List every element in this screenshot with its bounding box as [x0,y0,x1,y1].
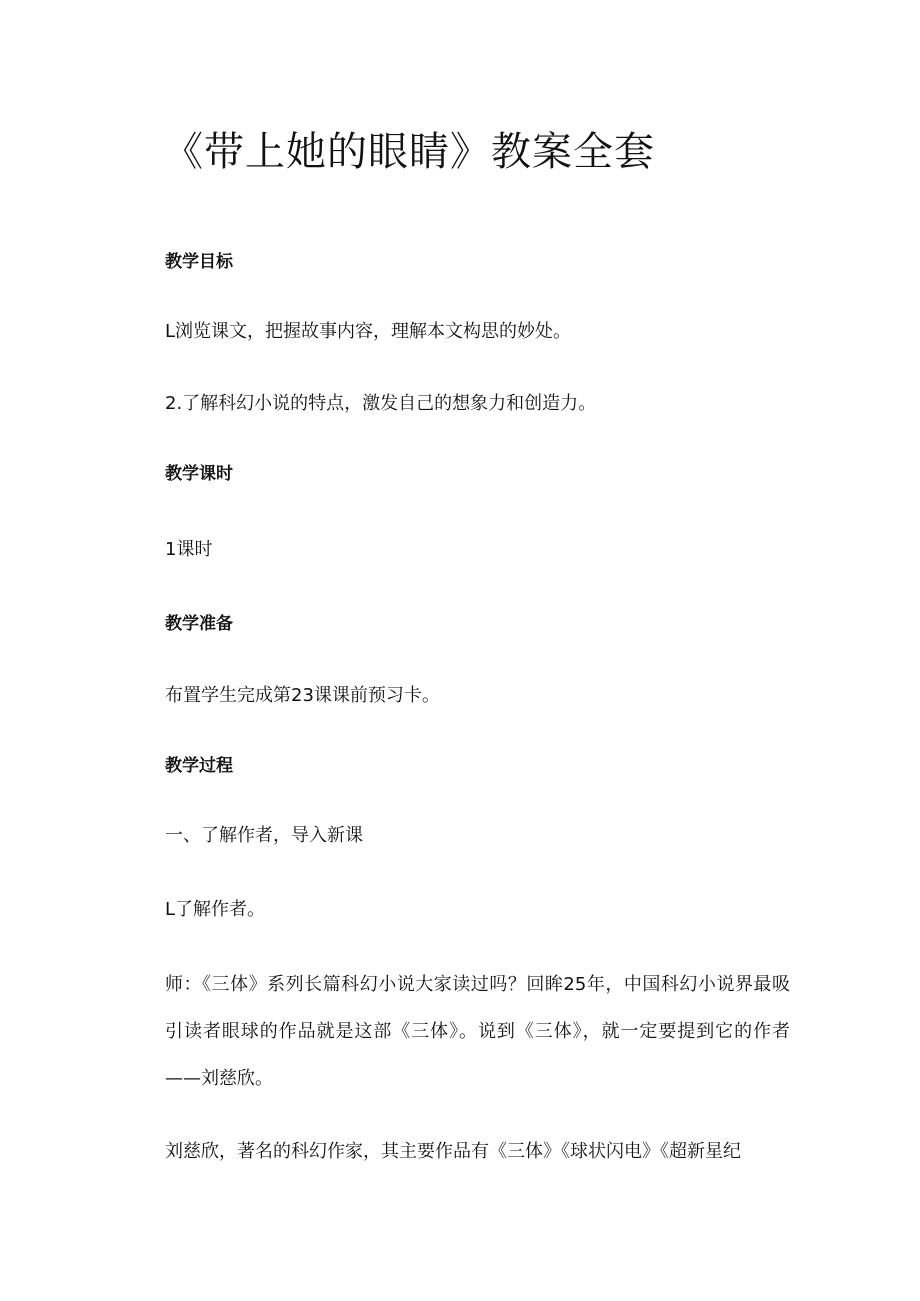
process-step-1-sub: L了解作者。 [165,899,266,920]
process-step-1: 一、了解作者，导入新课 [165,825,363,846]
heading-preparation: 教学准备 [165,614,233,634]
objective-item-1: L浏览课文，把握故事内容，理解本文构思的妙处。 [165,321,572,342]
heading-process: 教学过程 [165,756,233,776]
preparation-value: 布置学生完成第23课课前预习卡。 [165,685,440,706]
document-title: 《带上她的眼睛》教案全套 [163,129,655,175]
hours-value: 1课时 [165,539,213,560]
objective-item-2: 2.了解科幻小说的特点，激发自己的想象力和创造力。 [165,393,597,414]
paragraph-author: 刘慈欣，著名的科幻作家，其主要作品有《三体》《球状闪电》《超新星纪 [165,1141,741,1162]
heading-hours: 教学课时 [165,464,233,484]
paragraph-teacher: 师：《三体》系列长篇科幻小说大家读过吗？回眸25年，中国科幻小说界最吸引读者眼球的作品就是这部《三体》。说到《三体》，就一定要提到它的作者——刘慈欣。 [165,974,790,1089]
heading-objectives: 教学目标 [165,252,233,272]
